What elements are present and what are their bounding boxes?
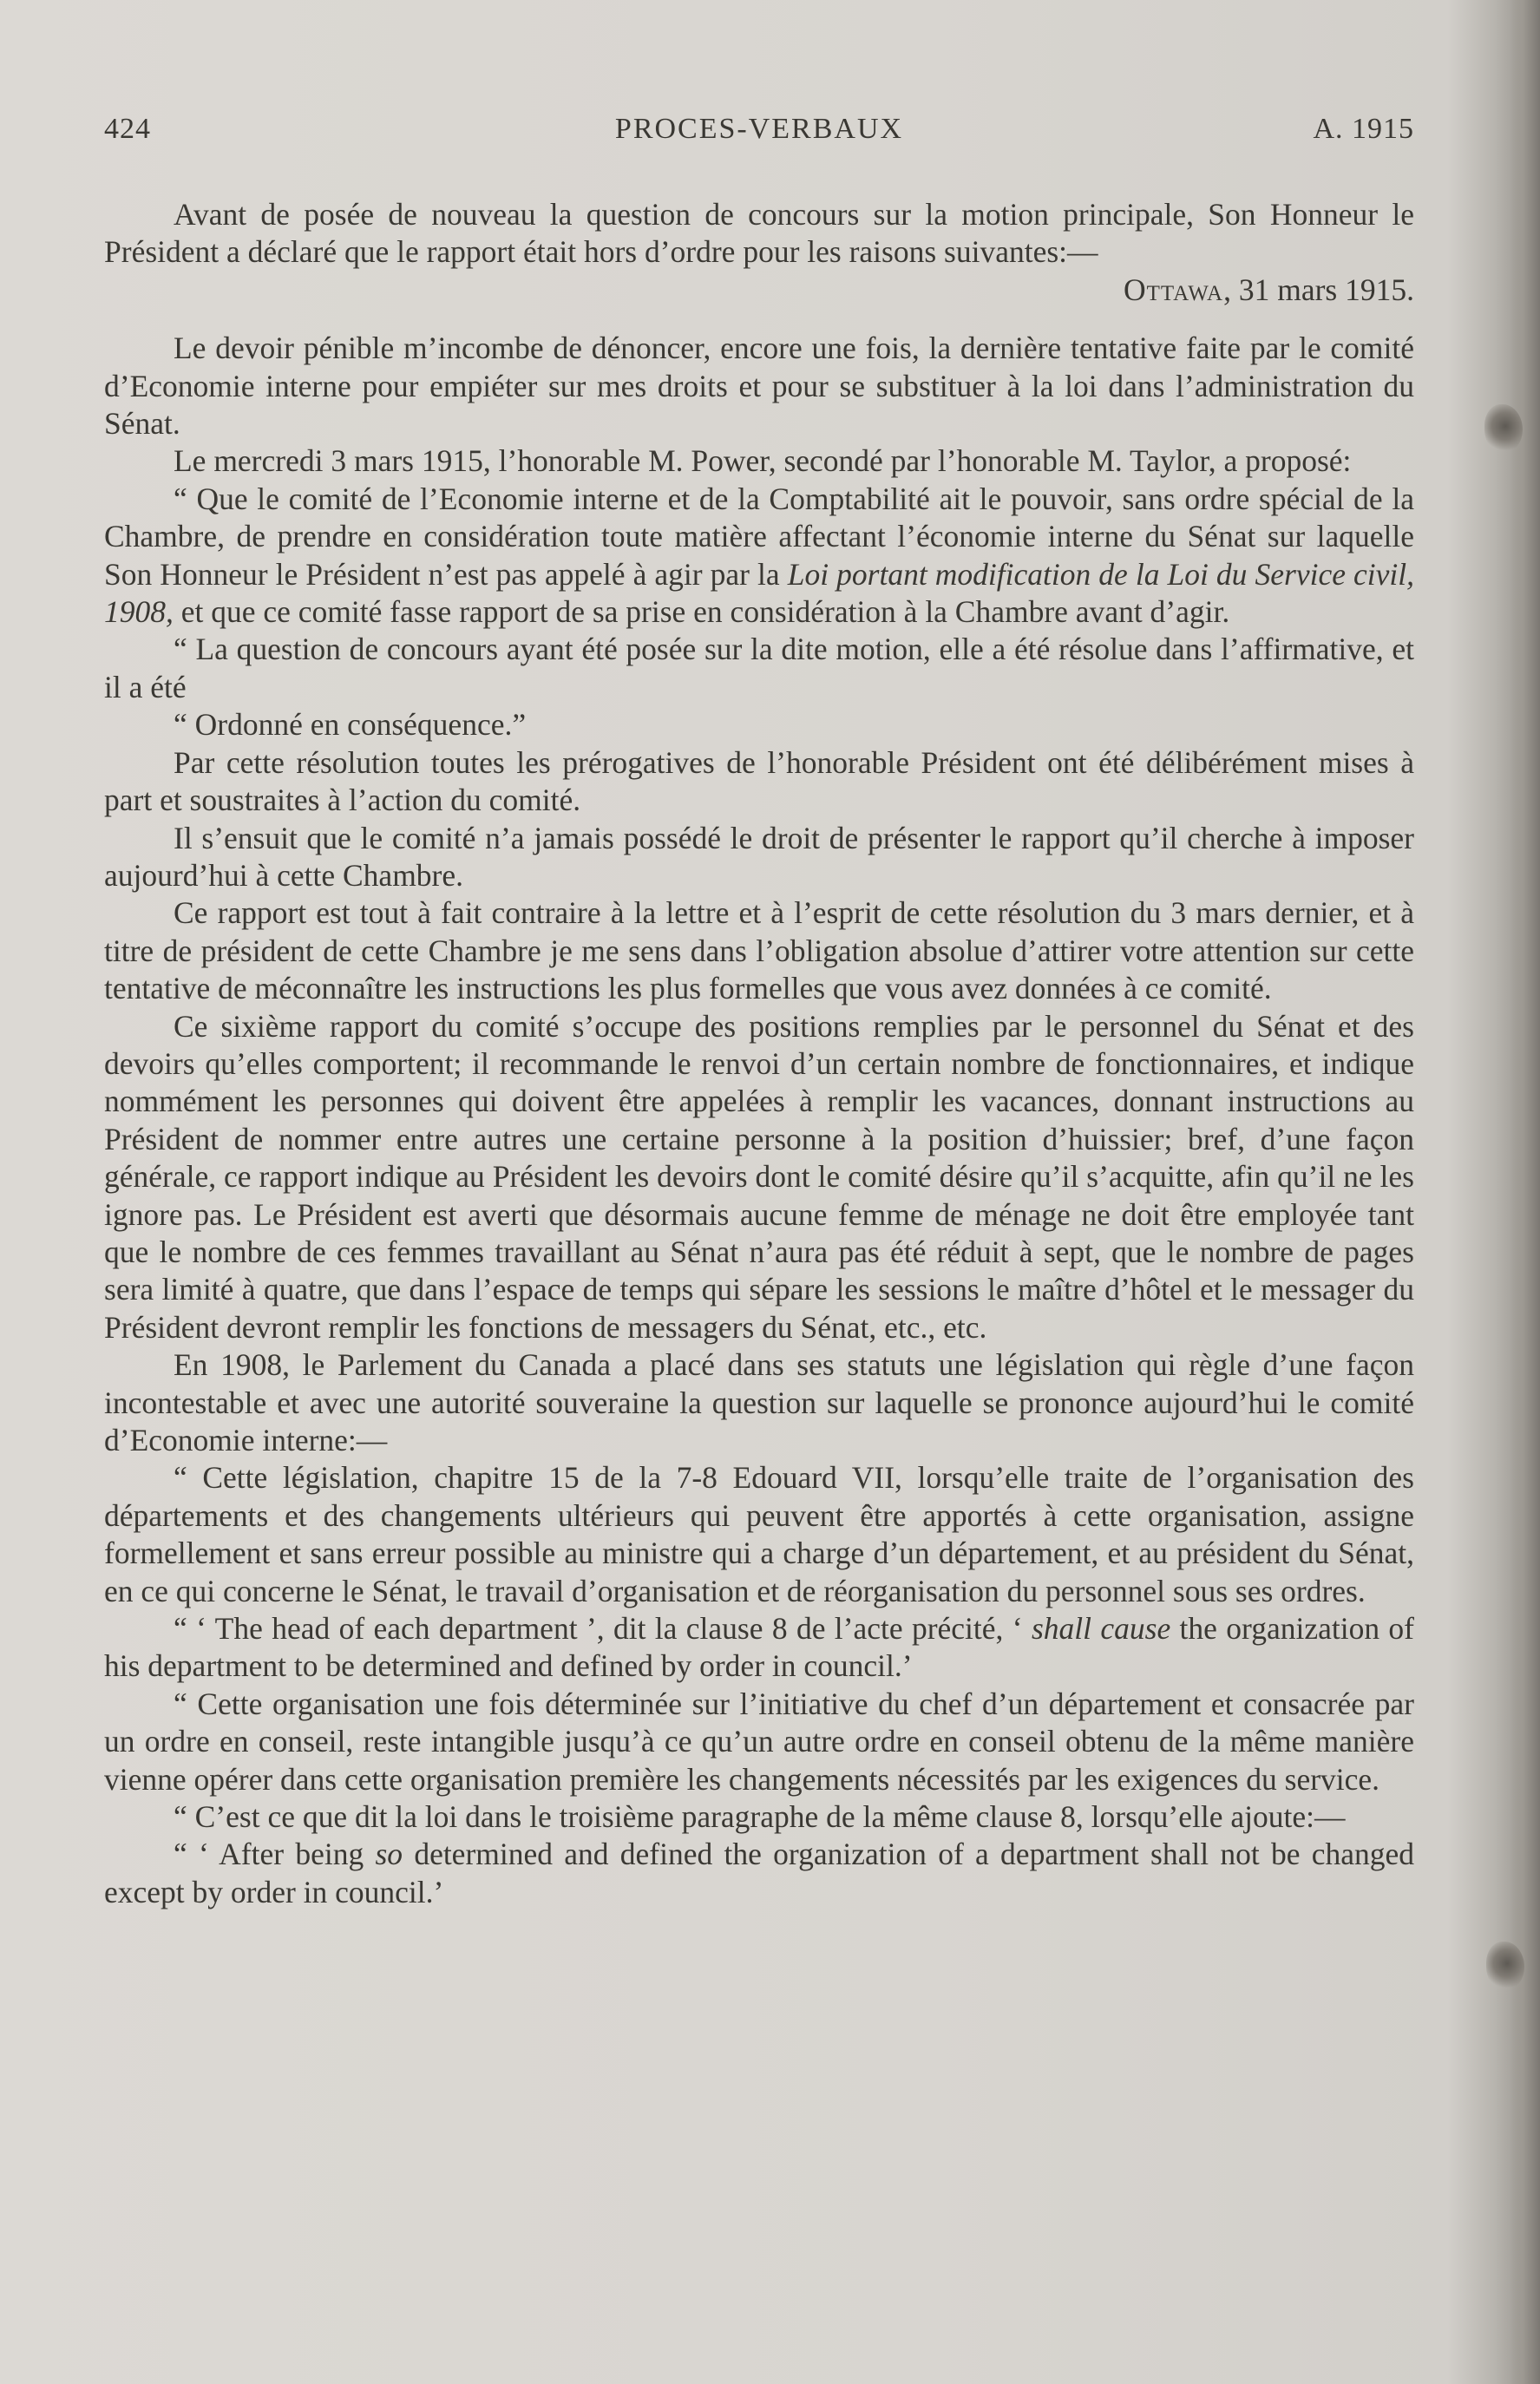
text-run: et que ce comité fasse rapport de sa prise en considération à la Chambre avant d’agir. xyxy=(173,594,1230,630)
quoted-paragraph: “ La question de concours ayant été posée sur la dite motion, elle a été résolue dans l’affirmative, et il a été xyxy=(104,632,1414,704)
dateline-date: , 31 mars 1915. xyxy=(1223,272,1414,307)
paragraph: Il s’ensuit que le comité n’a jamais possédé le droit de présenter le rapport qu’il cherche à imposer aujourd’hui à cette Chambre. xyxy=(104,820,1414,893)
quoted-paragraph: “ C’est ce que dit la loi dans le troisième paragraphe de la même clause 8, lorsqu’elle ajoute:— xyxy=(174,1799,1346,1835)
italic-word: so xyxy=(375,1837,403,1872)
quoted-paragraph: “ Ordonné en conséquence.” xyxy=(174,707,527,743)
binding-hole xyxy=(1484,404,1523,453)
paragraph: Ce rapport est tout à fait contraire à la lettre et à l’esprit de cette résolution du 3 mars dernier, et à titre de président de cette Chambre je me sens dans l’obligation absolue d’attirer votre attention sur cette tentative de méconnaître les instructions les plus formelles que vous avez données à ce comité. xyxy=(104,895,1414,1006)
italic-phrase: shall cause xyxy=(1031,1611,1171,1647)
paragraph: Le mercredi 3 mars 1915, l’honorable M. Power, secondé par l’honorable M. Taylor, a proposé: xyxy=(174,443,1352,479)
page-header xyxy=(104,113,1414,156)
paragraph: Avant de posée de nouveau la question de concours sur la motion principale, Son Honneur le Président a déclaré que le rapport était hors d’ordre pour les raisons suivantes:— xyxy=(104,197,1414,270)
binding-hole xyxy=(1486,1942,1524,1990)
quoted-paragraph xyxy=(104,1610,1414,1686)
paragraph: Par cette résolution toutes les prérogatives de l’honorable Président ont été délibérément mises à part et soustraites à l’action du comité. xyxy=(104,744,1414,818)
body-text xyxy=(104,196,1414,1911)
quoted-paragraph xyxy=(104,1836,1414,1911)
dateline-place: Ottawa xyxy=(1124,272,1224,307)
session-year: A. 1915 xyxy=(1313,113,1414,145)
paragraph: Ce sixième rapport du comité s’occupe des positions remplies par le personnel du Sénat et des devoirs qu’elles comportent; il recommande le renvoi d’un certain nombre de fonctionnaires, et indique nommément les personnes qui doivent être appelées à remplir les vacances, donnant instructions au Président de nommer entre autres une certaine personne à la position d’huissier; bref, d’une façon générale, ce rapport indique au Président les devoirs dont le comité désire qu’il s’acquitte, afin qu’il ne les ignore pas. Le Président est averti que désormais aucune femme de ménage ne doit être employée tant que le nombre de ces femmes travaillant au Sénat n’aura pas été réduit à sept, que le nombre de pages sera limité à quatre, que dans l’espace de temps qui sépare les sessions le maître d’hôtel et le messager du Président devront remplir les fonctions de messagers du Sénat, etc., etc. xyxy=(104,1008,1414,1345)
page-number: 424 xyxy=(104,113,151,145)
paragraph: Le devoir pénible m’incombe de dénoncer, encore une fois, la dernière tentative faite par le comité d’Economie interne pour empiéter sur mes droits et pour se substituer à la loi dans l’administration du Sénat. xyxy=(104,331,1414,442)
text-run: “ ‘ After being xyxy=(174,1837,376,1872)
quoted-paragraph xyxy=(104,481,1414,632)
quoted-paragraph: “ Cette législation, chapitre 15 de la 7-8 Edouard VII, lorsqu’elle traite de l’organisation des départements et des changements ultérieurs qui peuvent être apportés à cette organisation, assigne formellement et sans erreur possible au ministre qui a charge d’un département, et au président du Sénat, en ce qui concerne le Sénat, le travail d’organisation et de réorganisation du personnel sous ses ordres. xyxy=(104,1460,1414,1608)
text-run: “ ‘ The head of each department ’, dit la clause 8 de l’acte précité, ‘ xyxy=(174,1611,1032,1647)
italic-act-title: Loi portant modification de la Loi du Service civil, 1908, xyxy=(104,556,1414,630)
paragraph: En 1908, le Parlement du Canada a placé dans ses statuts une législation qui règle d’une façon incontestable et avec une autorité souveraine la question sur laquelle se prononce aujourd’hui le comité d’Economie interne:— xyxy=(104,1347,1414,1457)
binding-edge xyxy=(1511,0,1540,2384)
text-run: determined and defined the organization of a department shall not be changed except by order in council.’ xyxy=(104,1837,1414,1909)
text-run: the organization of his department to be determined and defined by order in council.’ xyxy=(104,1611,1415,1684)
text-run: “ Que le comité de l’Economie interne et de la Comptabilité ait le pouvoir, sans ordre spécial de la Chambre, de prendre en considération toute matière affectant l’économie interne du Sénat sur laquelle Son Honneur le Président n’est pas appelé à agir par la xyxy=(104,481,1414,592)
dateline xyxy=(104,272,1414,309)
quoted-paragraph: “ Cette organisation une fois déterminée sur l’initiative du chef d’un département et consacrée par un ordre en conseil, reste intangible jusqu’à ce qu’un autre ordre en conseil obtenu de la même manière vienne opérer dans cette organisation première les changements nécessités par les exigences du service. xyxy=(104,1686,1414,1797)
running-title: PROCES-VERBAUX xyxy=(614,113,904,145)
